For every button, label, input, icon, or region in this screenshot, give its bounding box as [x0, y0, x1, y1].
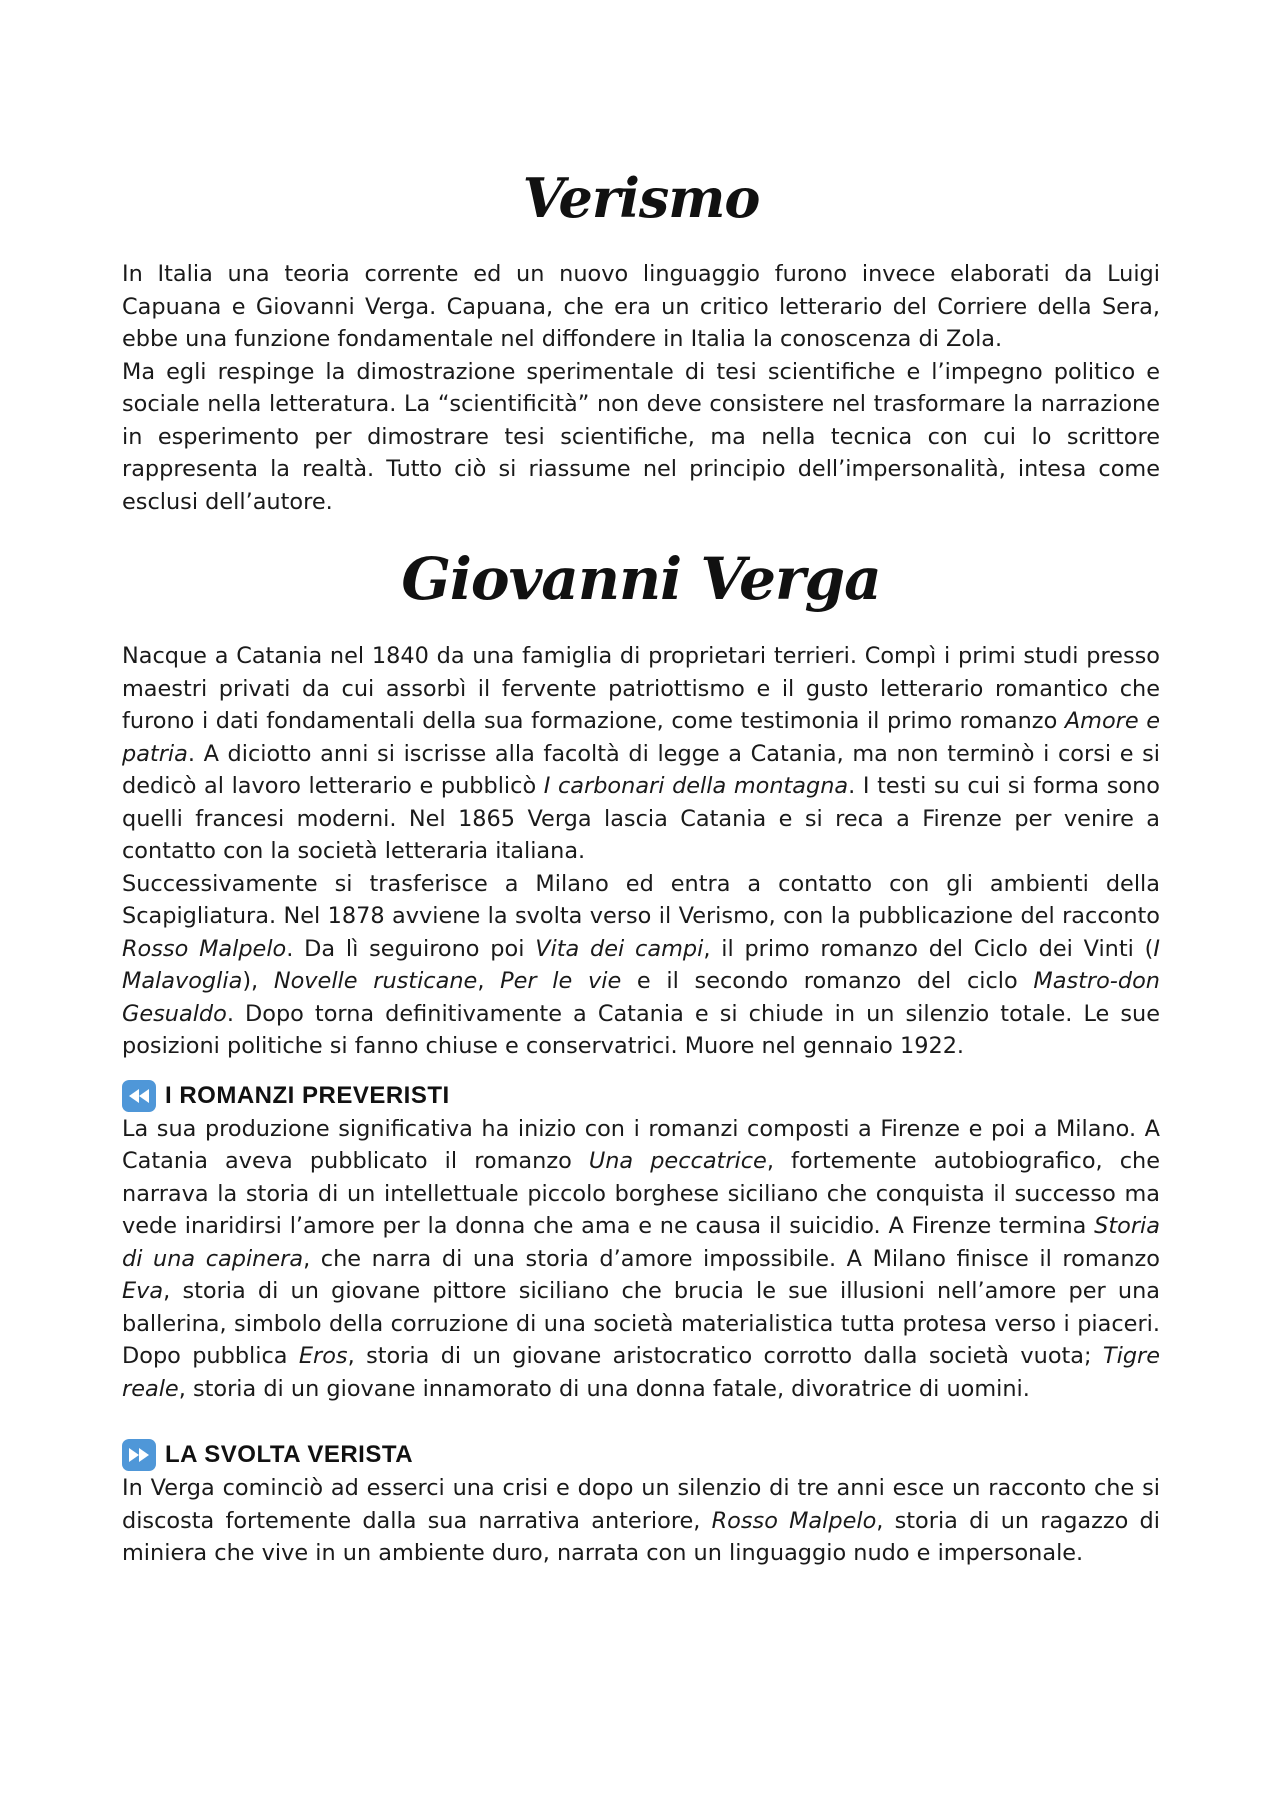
text-run: . A diciotto anni si iscrisse alla facoltà di legge a Catania, ma non terminò i corsi e si dedicò al lavoro letterario e pubblicò: [122, 740, 1160, 799]
text-run: In Verga cominciò ad esserci una crisi e dopo un silenzio di tre anni esce un racconto che si discosta fortemente dalla sua narrativa anteriore,: [122, 1475, 1160, 1534]
text-run: ),: [242, 968, 274, 994]
work-title-vita-dei-campi: Vita dei campi: [535, 935, 704, 962]
text-run: . I testi su cui si forma sono quelli francesi moderni. Nel 1865 Verga lascia Catania e si reca a Firenze per venire a contatto con la società letteraria italiana.: [122, 773, 1160, 864]
text-run: , che narra di una storia d’amore impossibile. A Milano finisce il romanzo: [303, 1245, 1160, 1272]
rewind-icon: [122, 1080, 156, 1112]
work-title-i-malavoglia: I Malavoglia: [122, 935, 1161, 994]
text-run: Successivamente si trasferisce a Milano ed entra a contatto con gli ambienti della Scapigliatura. Nel 1878 avviene la svolta verso il Verismo, con la pubblicazione del racconto: [122, 870, 1160, 929]
section-title-preveristi: I ROMANZI PREVERISTI: [165, 1081, 450, 1109]
text-run: , fortemente autobiografico, che narrava la storia di un intellettuale piccolo borghese siciliano che conquista il successo ma vede inaridirsi l’amore per la donna che ama e ne causa il suicidio. A Firenze termina: [122, 1148, 1160, 1239]
work-title-amore-e-patria: Amore e patria: [122, 708, 1160, 767]
text-run: , storia di un giovane aristocratico corrotto dalla società vuota;: [347, 1343, 1103, 1369]
section-title-svolta: LA SVOLTA VERISTA: [165, 1441, 414, 1468]
work-title-rosso-malpelo-2: Rosso Malpelo: [711, 1507, 877, 1534]
text-run: . Dopo torna definitivamente a Catania e si chiude in un silenzio totale. Le sue posizioni politiche si fanno chiuse e conservatrici. Muore nel gennaio 1922.: [122, 1000, 1160, 1059]
work-title-eva: Eva: [122, 1278, 164, 1304]
title-giovanni-verga: Giovanni Verga: [401, 545, 881, 613]
preveristi-paragraph: [122, 1113, 1160, 1406]
work-title-novelle-rusticane: Novelle rusticane: [273, 968, 478, 994]
work-title-eros: Eros: [298, 1343, 348, 1369]
text-run: . Da lì seguirono poi: [286, 935, 536, 962]
text-run: e il secondo romanzo del ciclo: [621, 968, 1034, 994]
work-title-mastro-don-gesualdo: Mastro-don Gesualdo: [122, 968, 1160, 1027]
title-verismo: Verismo: [522, 166, 760, 230]
fast-forward-icon: [122, 1439, 156, 1471]
svolta-paragraph: [122, 1472, 1160, 1570]
text-run: , il primo romanzo del Ciclo dei Vinti (: [703, 935, 1154, 962]
text-run: , storia di un ragazzo di miniera che vive in un ambiente duro, narrata con un linguaggio nudo e impersonale.: [122, 1507, 1160, 1566]
fast-forward-icon-glyph: [128, 1447, 150, 1463]
verga-biography-paragraph-1: [122, 640, 1160, 868]
text-run: ,: [477, 968, 501, 994]
text-run: Nacque a Catania nel 1840 da una famiglia di proprietari terrieri. Compì i primi studi presso maestri privati da cui assorbì il fervente patriottismo e il gusto letterario romantico che furono i dati fondamentali della sua formazione, come testimonia il primo romanzo: [122, 643, 1160, 734]
rewind-icon-glyph: [128, 1088, 150, 1104]
work-title-rosso-malpelo: Rosso Malpelo: [122, 935, 287, 962]
work-title-per-le-vie: Per le vie: [500, 968, 622, 994]
text-run: , storia di un giovane innamorato di una donna fatale, divoratrice di uomini.: [178, 1375, 1030, 1402]
section-heading-svolta: [122, 1438, 1160, 1472]
work-title-storia-di-una-capinera: Storia di una capinera: [122, 1213, 1160, 1272]
text-run: La sua produzione significativa ha inizio con i romanzi composti a Firenze e poi a Milano. A Catania aveva pubblicato il romanzo: [122, 1115, 1160, 1174]
work-title-una-peccatrice: Una peccatrice: [588, 1148, 767, 1174]
section-heading-preveristi: [122, 1079, 1160, 1113]
document-page: [122, 150, 1160, 1570]
verga-biography-paragraph-2: [122, 868, 1160, 1063]
work-title-tigre-reale: Tigre reale: [122, 1343, 1161, 1402]
text-run: , storia di un giovane pittore siciliano che brucia le sue illusioni nell’amore per una ballerina, simbolo della corruzione di una società materialistica tutta protesa verso i piaceri. Dopo pubblica: [122, 1278, 1160, 1369]
verismo-paragraph-2: Ma egli respinge la dimostrazione sperimentale di tesi scientifiche e l’impegno politico e sociale nella letteratura. La “scientificità” non deve consistere nel trasformare la narrazione in esperimento per dimostrare tesi scientifiche, ma nella tecnica con cui lo scrittore rappresenta la realtà. Tutto ciò si riassume nel principio dell’impersonalità, intesa come esclusi dell’autore.: [122, 358, 1160, 515]
verismo-paragraph-1: In Italia una teoria corrente ed un nuovo linguaggio furono invece elaborati da Luigi Capuana e Giovanni Verga. Capuana, che era un critico letterario del Corriere della Sera, ebbe una funzione fondamentale nel diffondere in Italia la conoscenza di Zola.: [122, 261, 1160, 352]
work-title-i-carbonari: I carbonari della montagna: [543, 773, 849, 799]
